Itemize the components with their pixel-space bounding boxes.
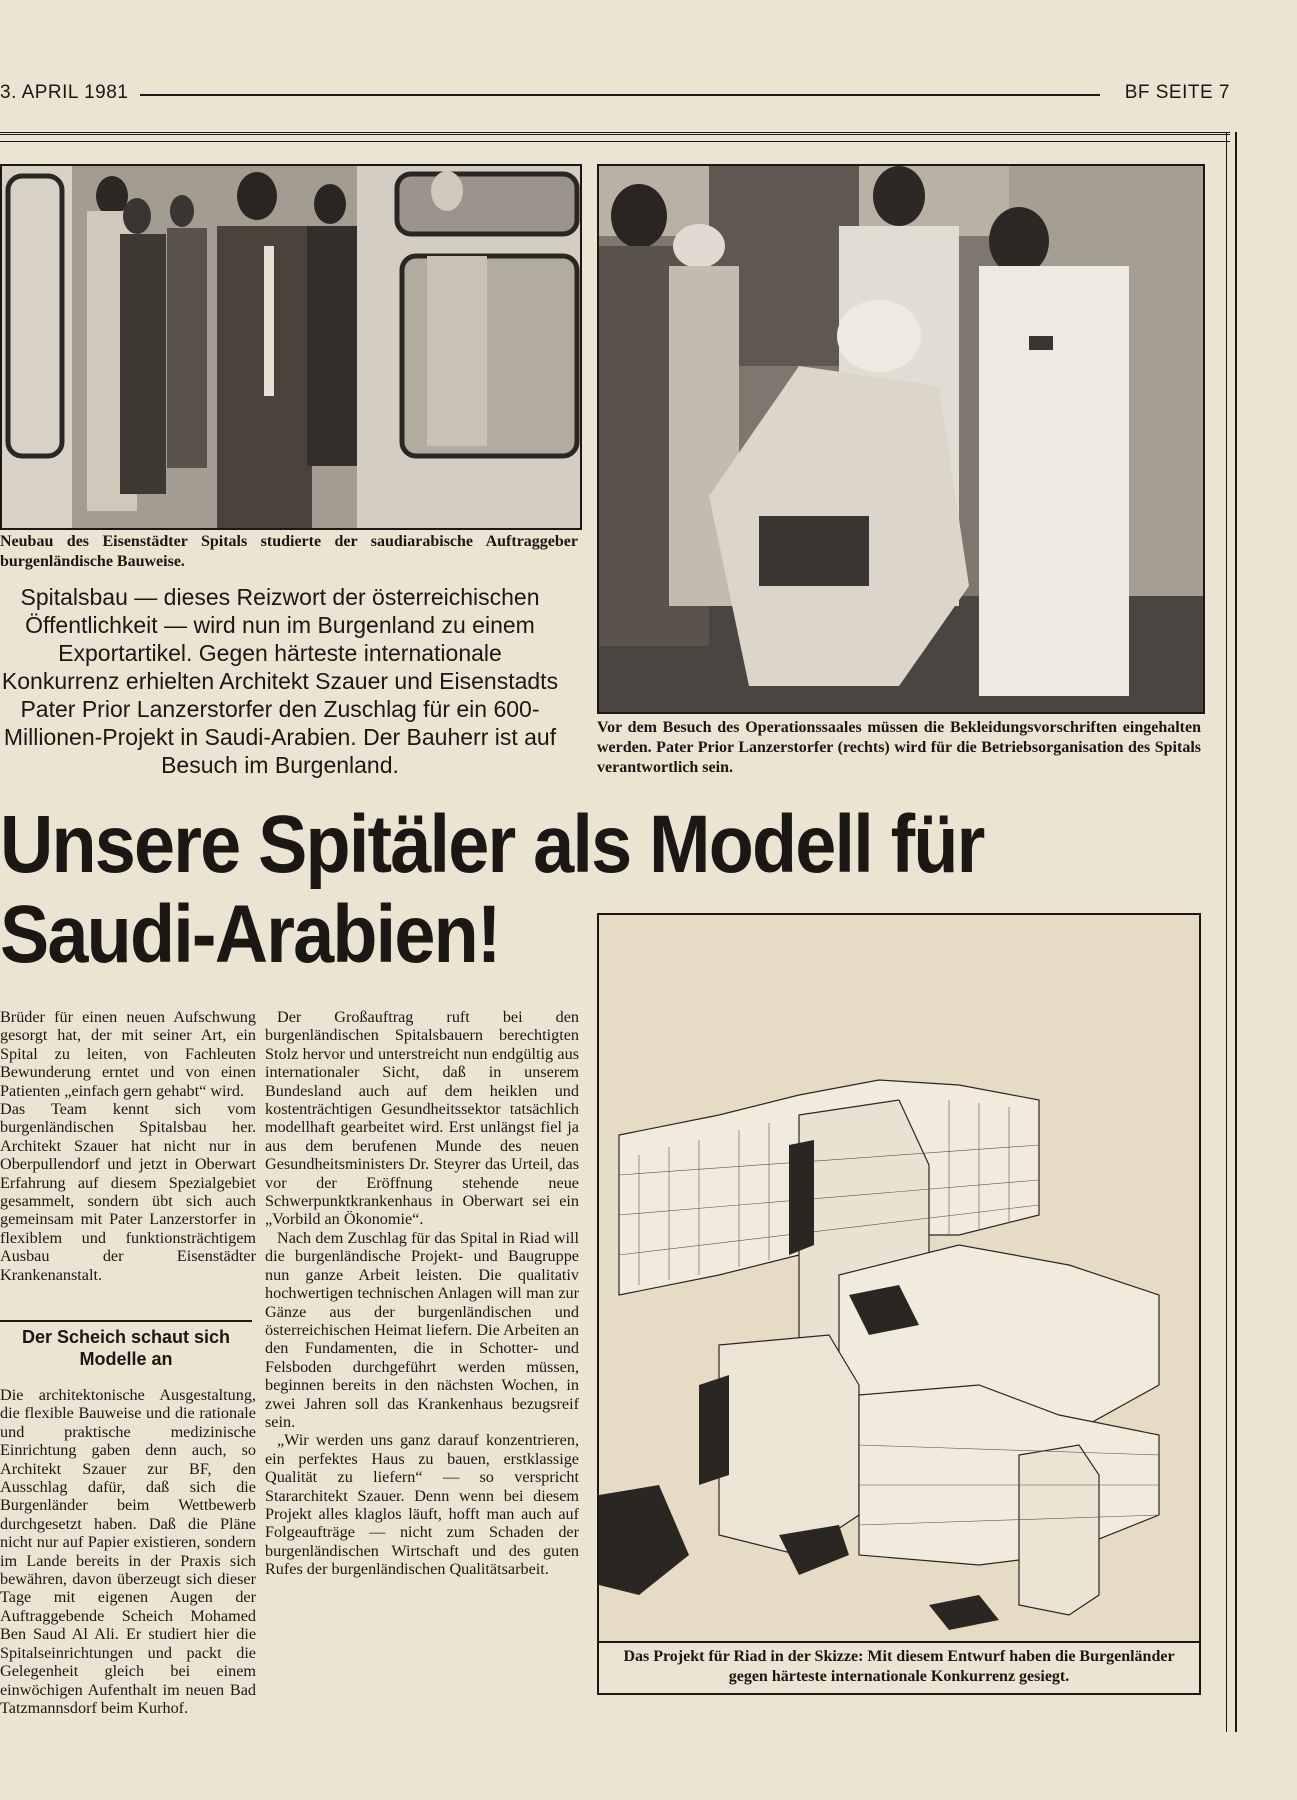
article-column-2 <box>265 1008 579 1579</box>
headline-line-1: Unsere Spitäler als Modell für <box>0 799 984 890</box>
sketch-caption: Das Projekt für Riad in der Skizze: Mit diesem Entwurf haben die Burgenländer gegen härteste internationale Konkurrenz gesiegt. <box>597 1643 1201 1695</box>
page-header <box>0 82 1240 106</box>
headline-line-2: Saudi-Arabien! <box>0 889 500 980</box>
article-paragraph: Der Großauftrag ruft bei den burgenländischen Spitalsbauern berechtigten Stolz hervor und unterstreicht nun endgültig aus internationaler Sicht, daß in unserem Bundesland auch auf dem heiklen und kostenträchtigen Gesundheitssektor tatsächlich modellhaft gearbeitet wird. Erst unlängst fiel ja aus dem berufenen Munde des neuen Gesundheitsministers Dr. Steyrer das Urteil, das vor der Eröffnung stehende neue Schwerpunktkrankenhaus in Oberwart sei ein „Vorbild an Ökonomie“. <box>265 1008 579 1229</box>
architectural-sketch <box>597 913 1201 1643</box>
right-photo-caption: Vor dem Besuch des Operationssaales müssen die Bekleidungsvorschriften eingehalten werden. Pater Prior Lanzerstorfer (rechts) wird für die Betriebsorganisation des Spitals verantwortlich sein. <box>597 719 1201 776</box>
article-paragraph: „Wir werden uns ganz darauf konzentrieren, ein perfektes Haus zu bauen, erstklassige Qualität zu liefern“ — so verspricht Stararchitekt Szauer. Denn wenn bei diesem Projekt alles klaglos läuft, hofft man auch auf Folgeaufträge — nicht zum Schaden der burgenländischen Wirtschaft und des guten Rufes der burgenländischen Qualitätsarbeit. <box>265 1431 579 1579</box>
header-rule <box>140 94 1100 96</box>
article-paragraph: Brüder für einen neuen Aufschwung gesorgt hat, der mit seiner Art, ein Spital zu leiten, von Fachleuten Bewunderung erntet und von einen Patienten „einfach gern gehabt“ wird. <box>0 1008 256 1100</box>
issue-date: 3. APRIL 1981 <box>0 82 129 103</box>
article-paragraph: Die architektonische Ausgestaltung, die flexible Bauweise und die rationale und praktische medizinische Einrichtung gaben denn auch, so Architekt Szauer zur BF, den Ausschlag dafür, daß sich die Burgenländer beim Wettbewerb durchgesetzt haben. Daß die Pläne nicht nur auf Papier existieren, sondern im Lande bereits in der Praxis sich bewähren, davon überzeugt sich dieser Tage mit eigenen Augen der Auftraggebende Scheich Mohamed Ben Saud Al Ali. Er studiert hier die Spitalseinrichtungen und packt die Gelegenheit gleich bei einem einwöchigen Aufenthalt im neuen Bad Tatzmannsdorf beim Kurhof. <box>0 1386 256 1717</box>
article-frame-top <box>0 132 1230 142</box>
article-subhead: Der Scheich schaut sich Modelle an <box>0 1320 252 1370</box>
article-column-1 <box>0 1008 256 1284</box>
article-paragraph: Nach dem Zuschlag für das Spital in Riad will die burgenländische Projekt- und Baugruppe nun ganze Arbeit leisten. Die qualitativ hochwertigen technischen Anlagen will man zur Gänze aus der burgenländischen und österreichischen Heimat liefern. Die Arbeiten an den Fundamenten, die in Schotter- und Felsboden durchgeführt werden müssen, beginnen bereits in den nächsten Wochen, in zwei Jahren soll das Krankenhaus bezugsreif sein. <box>265 1228 579 1431</box>
photo-operating-room <box>597 164 1205 714</box>
lead-paragraph: Spitalsbau — dieses Reizwort der österreichischen Öffentlichkeit — wird nun im Burgenland zu einem Exportartikel. Gegen härteste internationale Konkurrenz erhielten Architekt Szauer und Eisenstadts Pater Prior Lanzerstorfer den Zuschlag für ein 600-Millionen-Projekt in Saudi-Arabien. Der Bauherr ist auf Besuch im Burgenland. <box>1 584 559 778</box>
photo-visitors-corridor <box>0 164 582 530</box>
article-column-1-continued <box>0 1386 256 1717</box>
left-photo-caption: Neubau des Eisenstädter Spitals studierte der saudiarabische Auftraggeber burgenländische Bauweise. <box>0 533 578 570</box>
article-paragraph: Das Team kennt sich vom burgenländischen Spitalsbau her. Architekt Szauer hat nicht nur in Oberpullendorf und jetzt in Oberwart Erfahrung auf diesem Spezialgebiet gesammelt, sondern übt sich auch gemeinsam mit Pater Lanzerstorfer in flexiblem und funktionsträchtigem Ausbau der Eisenstädter Krankenanstalt. <box>0 1100 256 1284</box>
article-frame-right <box>1226 132 1237 1732</box>
page-number: BF SEITE 7 <box>1124 82 1230 103</box>
